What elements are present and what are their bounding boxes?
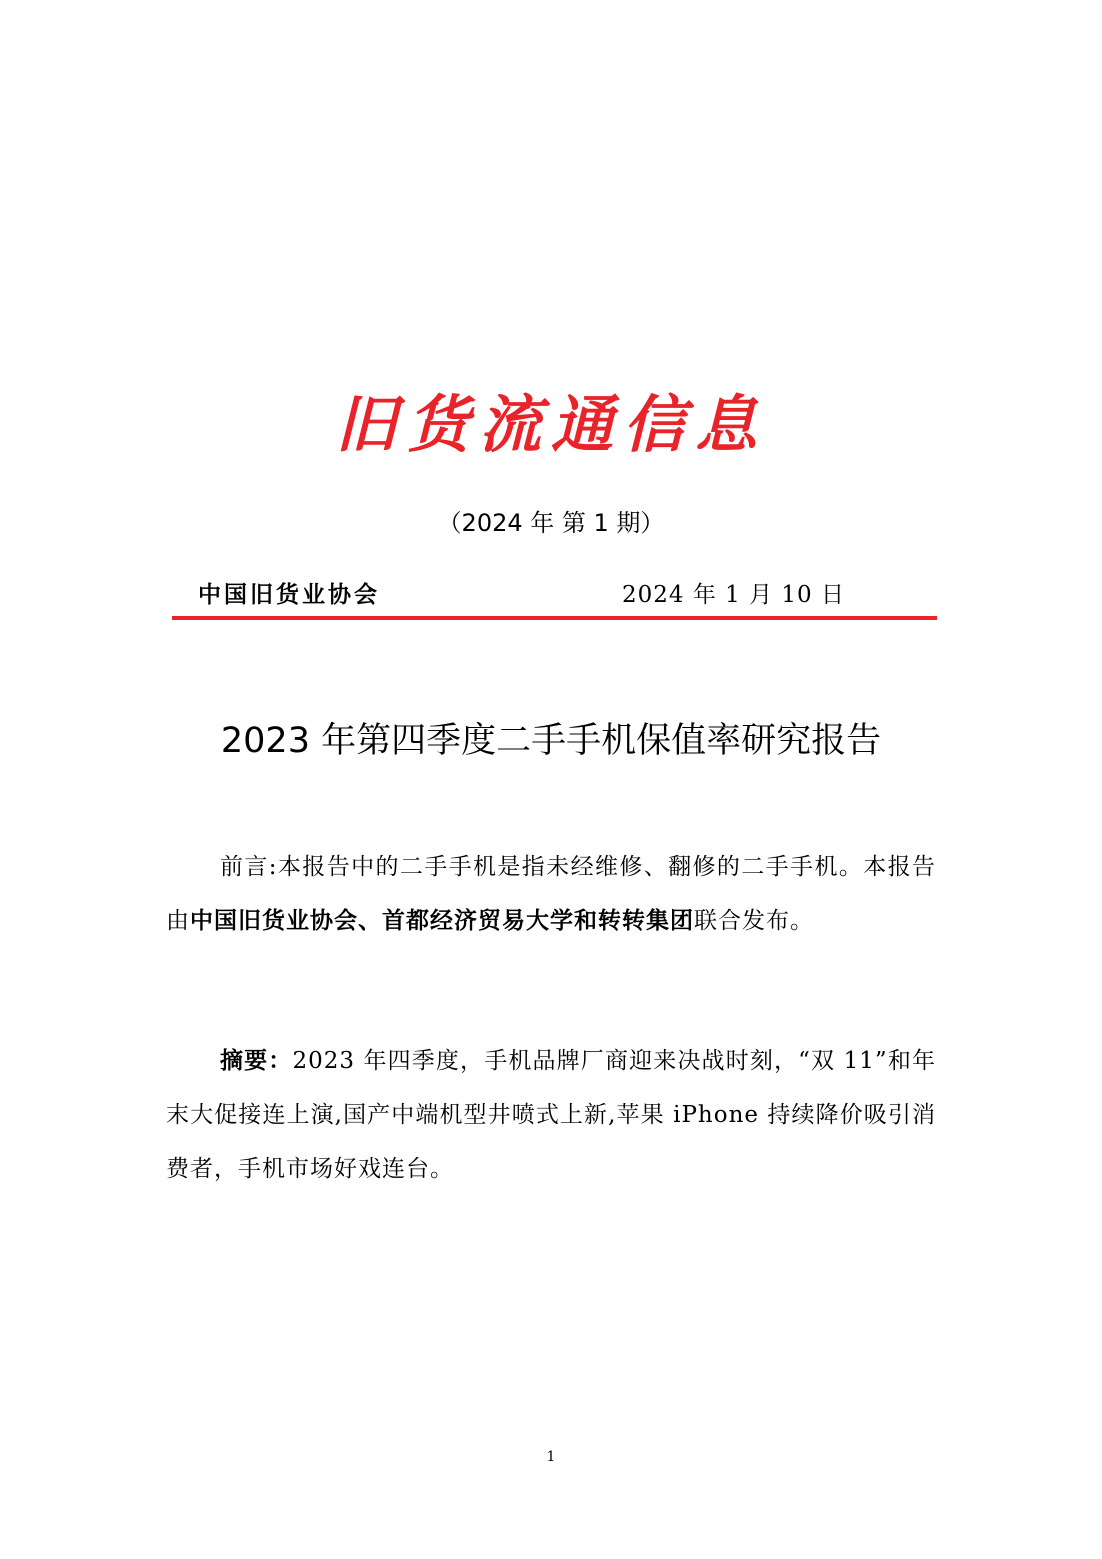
publication-date: 2024 年 1 月 10 日 <box>622 582 845 608</box>
publisher-name: 中国旧货业协会 <box>198 581 380 608</box>
masthead-title: 旧货流通信息 <box>334 388 767 461</box>
red-divider <box>172 616 937 620</box>
abstract-label: 摘要： <box>220 1047 293 1074</box>
preface-publishers: 中国旧货业协会、首都经济贸易大学和转转集团 <box>190 907 694 934</box>
preface-tail: 联合发布。 <box>694 908 814 934</box>
issue-number: （2024 年 第 1 期） <box>437 509 665 537</box>
abstract-text: 2023 年四季度，手机品牌厂商迎来决战时刻，“双 11”和年末大促接连上演,国产中端机型井喷式上新,苹果 iPhone 持续降价吸引消费者，手机市场好戏连台。 <box>166 1048 936 1182</box>
page-number: 1 <box>546 1449 556 1465</box>
abstract-paragraph <box>166 1034 936 1196</box>
preface-paragraph <box>166 840 936 948</box>
report-title: 2023 年第四季度二手手机保值率研究报告 <box>220 721 882 761</box>
preface-lead: 前言:本报告中的二手手机是指未经维修、翻修的二手手机。本报告由 <box>166 854 936 934</box>
